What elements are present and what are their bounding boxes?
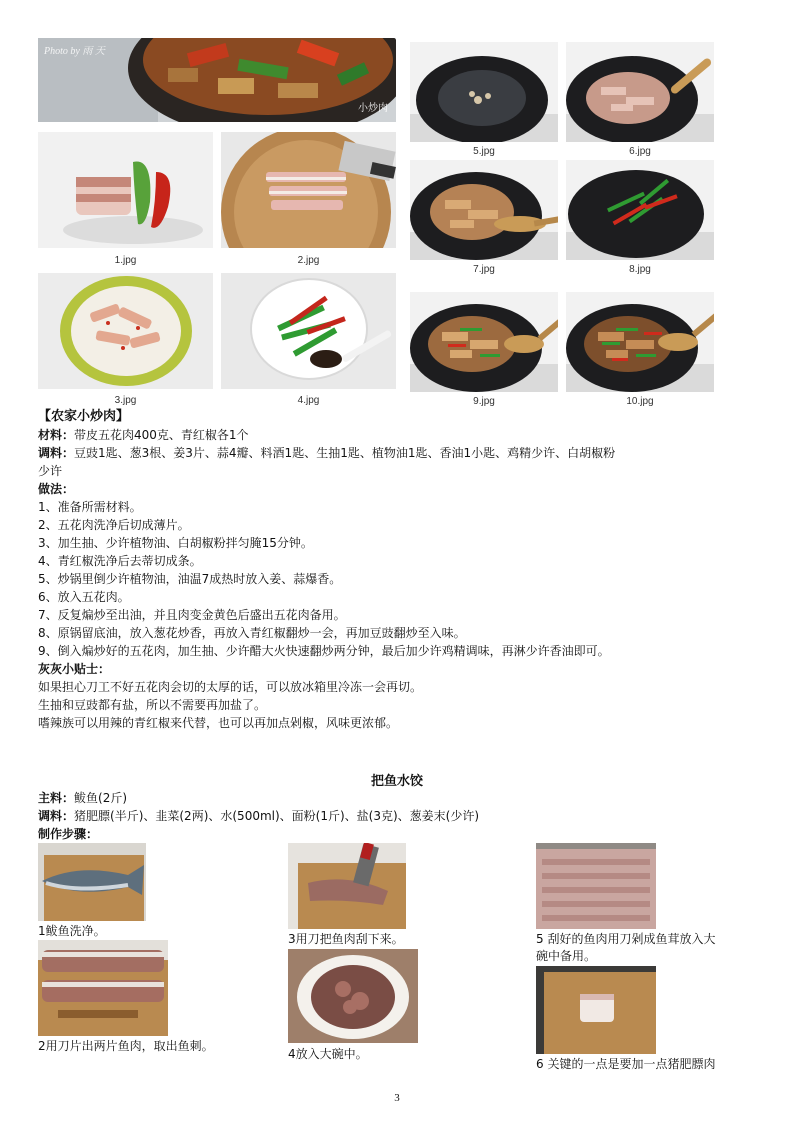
photo-9-stirfry-mix: [410, 292, 558, 392]
photo-1-ingredients: [38, 132, 213, 248]
step5-caption-line2: 碗中备用。: [536, 949, 597, 963]
photo-8-peppers-in-wok: [566, 160, 714, 260]
hero-photo: [38, 38, 396, 122]
main-label: 主料：: [38, 791, 75, 805]
recipe2-steps-label: 制作步骤：: [38, 827, 99, 841]
step5-caption-line1: 5 刮好的鱼肉用刀剁成鱼茸放入大: [536, 932, 716, 946]
recipe1-ingredients-line: [38, 426, 249, 444]
ingredients-text: 带皮五花肉400克、青红椒各1个: [74, 428, 249, 442]
recipe1-method-label: 做法：: [38, 482, 75, 496]
photo-2-sliced-pork: [221, 132, 396, 248]
step1-caption: 1鲅鱼洗净。: [38, 924, 106, 938]
caption-9: 9.jpg: [473, 396, 495, 407]
photo-3-marinated-pork: [38, 273, 213, 389]
recipe2-seasoning-text: 猪肥膘(半斤)、韭菜(2两)、水(500ml)、面粉(1斤)、盐(3克)、葱姜末(少许): [74, 809, 480, 823]
step2-fillets-photo: [38, 940, 168, 1036]
step4-caption: 4放入大碗中。: [288, 1047, 368, 1061]
step3-caption: 3用刀把鱼肉刮下来。: [288, 932, 404, 946]
caption-2: 2.jpg: [297, 255, 320, 266]
step3-scraping-photo: [288, 843, 406, 929]
caption-1: 1.jpg: [114, 255, 137, 266]
hero-watermark: Photo by 雨 天: [44, 46, 105, 57]
recipe1-tip-1: 如果担心刀工不好五花肉会切的太厚的话，可以放冰箱里冷冻一会再切。: [38, 680, 423, 694]
caption-10: 10.jpg: [626, 396, 654, 407]
step6-pork-fat-photo: [536, 966, 656, 1054]
photo-7-browned-pork: [410, 160, 558, 260]
recipe1-step-3: 3、加生抽、少许植物油、白胡椒粉拌匀腌15分钟。: [38, 536, 313, 550]
caption-8: 8.jpg: [629, 264, 651, 275]
recipe1-step-4: 4、青红椒洗净后去蒂切成条。: [38, 554, 202, 568]
recipe1-step-7: 7、反复煸炒至出油，并且肉变金黄色后盛出五花肉备用。: [38, 608, 346, 622]
step1-fish-photo: [38, 843, 146, 921]
caption-5: 5.jpg: [473, 146, 495, 157]
photo-4-peppers: [221, 273, 396, 389]
step2-caption: 2用刀片出两片鱼肉，取出鱼刺。: [38, 1039, 214, 1053]
hero-corner-text: 小炒肉: [358, 103, 388, 114]
recipe2-title: 把鱼水饺: [370, 774, 423, 789]
main-text: 鲅鱼(2斤): [74, 791, 128, 805]
page-number: 3: [394, 1092, 400, 1104]
photo-6-pork-in-wok: [566, 42, 714, 142]
ingredients-label: 材料：: [38, 428, 75, 442]
recipe1-step-9: 9、倒入煸炒好的五花肉，加生抽、少许醋大火快速翻炒两分钟，最后加少许鸡精调味，再淋少许香油即可。: [38, 644, 610, 658]
recipe1-tips-label: 灰灰小贴士：: [38, 662, 111, 676]
step4-bowl-photo: [288, 949, 418, 1043]
recipe1-tip-3: 嗜辣族可以用辣的青红椒来代替，也可以再加点剁椒，风味更浓郁。: [38, 716, 399, 730]
recipe1-tip-2: 生抽和豆豉都有盐，所以不需要再加盐了。: [38, 698, 267, 712]
caption-7: 7.jpg: [473, 264, 495, 275]
recipe2-main-line: [38, 789, 127, 807]
photo-10-finished-stirfry: [566, 292, 714, 392]
seasoning-text: 豆豉1匙、葱3根、姜3片、蒜4瓣、料酒1匙、生抽1匙、植物油1匙、香油1小匙、鸡精少许、白胡椒粉: [74, 446, 616, 460]
recipe2-seasoning-label: 调料：: [38, 809, 75, 823]
recipe2-seasoning-line: [38, 807, 479, 825]
caption-3: 3.jpg: [114, 395, 137, 406]
recipe1-step-6: 6、放入五花肉。: [38, 590, 130, 604]
photo-5-oil-in-wok: [410, 42, 558, 142]
seasoning-label: 调料：: [38, 446, 75, 460]
caption-6: 6.jpg: [629, 146, 651, 157]
recipe1-seasoning-line: [38, 444, 615, 462]
step6-caption: 6 关键的一点是要加一点猪肥膘肉: [536, 1057, 716, 1071]
recipe1-step-8: 8、原锅留底油，放入葱花炒香，再放入青红椒翻炒一会，再加豆豉翻炒至入味。: [38, 626, 466, 640]
recipe1-seasoning-line2: 少许: [38, 464, 63, 478]
recipe1-title: 【农家小炒肉】: [38, 409, 130, 424]
caption-4: 4.jpg: [297, 395, 320, 406]
step5-minced-fish-photo: [536, 843, 656, 929]
recipe1-step-5: 5、炒锅里倒少许植物油，油温7成热时放入姜、蒜爆香。: [38, 572, 342, 586]
recipe1-step-1: 1、准备所需材料。: [38, 500, 142, 514]
recipe1-step-2: 2、五花肉洗净后切成薄片。: [38, 518, 190, 532]
